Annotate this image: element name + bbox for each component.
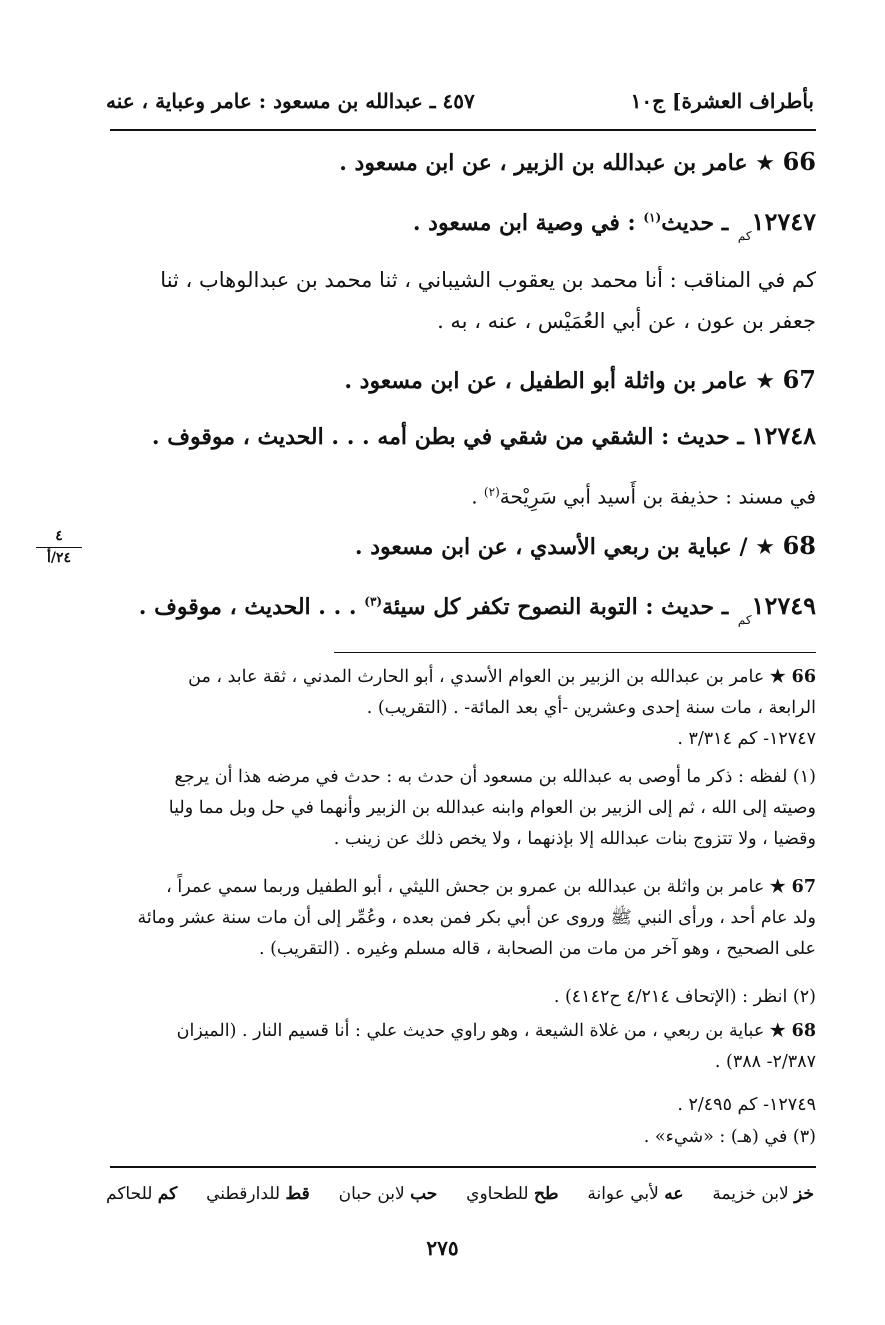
abbr-item: قط للدارقطني — [206, 1184, 310, 1204]
entry-68 — [108, 530, 816, 563]
hadith-label: ـ حديث — [661, 210, 729, 236]
footnote-12749 — [108, 1090, 816, 1121]
entry-text: عامر بن عبدالله بن الزبير ، عن ابن مسعود . — [339, 150, 748, 176]
hadith-text: ـ حديث : الشقي من شقي في بطن أمه . . . الحديث ، موقوف . — [151, 424, 744, 450]
hadith-number: ١٢٧٤٩ — [751, 591, 816, 620]
source-text: في مسند : حذيفة بن أَسيد أبي سَرِيْحة — [499, 484, 816, 509]
hadith-12748-heading — [108, 420, 816, 453]
hadith-text: . . . الحديث ، موقوف . — [138, 594, 357, 620]
source-code: كم — [737, 229, 752, 243]
entry-67 — [108, 364, 816, 397]
footnote-2 — [108, 982, 816, 1013]
abbr-item: عه لأبي عوانة — [587, 1184, 684, 1204]
footnote-line: ١٢٧٤٧- كم ٣/٣١٤ . — [677, 729, 816, 749]
header-section-title: ٤٥٧ ـ عبدالله بن مسعود : عامر وعباية ، عنه — [106, 89, 475, 113]
hadith-text: : في وصية ابن مسعود . — [412, 210, 636, 236]
footnote-ref: (١) — [643, 210, 662, 225]
footnote-line: عامر بن واثلة بن عبدالله بن عمرو بن جحش الليثي ، أبو الطفيل وربما سمي عمراً ، — [166, 877, 765, 897]
footnote-line: (١) لفظه : ذكر ما أوصى به عبدالله بن مسعود أن حدث به : حدث في مرضه هذا أن يرجع — [174, 767, 816, 787]
footnote-line: (٢) انظر : (الإتحاف ٤/٢١٤ ح٤١٤٢) . — [553, 987, 816, 1007]
footnote-line: الرابعة ، مات سنة إحدى وعشرين -أي بعد المائة- . (التقريب) . — [366, 698, 816, 718]
entry-text: عامر بن واثلة أبو الطفيل ، عن ابن مسعود . — [344, 368, 748, 394]
source-end: . — [471, 484, 478, 509]
footnote-12747 — [108, 724, 816, 755]
footnote-ref: (٣) — [364, 594, 383, 609]
chain-12747 — [108, 260, 816, 342]
footnote-67 — [108, 872, 816, 965]
footnote-line: عامر بن عبدالله بن الزبير بن العوام الأسدي ، أبو الحارث المدني ، ثقة عابد ، من — [188, 667, 765, 687]
footnote-66 — [108, 662, 816, 724]
footnote-line: ولد عام أحد ، ورأى النبي ﷺ وروى عن أبي بكر فمن بعده ، وعُمِّر إلى أن مات سنة عشر ومائة — [137, 908, 816, 928]
abbreviations-rule — [110, 1166, 816, 1168]
star-icon: ★ — [755, 369, 775, 394]
entry-text: عباية بن ربعي الأسدي ، عن ابن مسعود . — [354, 534, 732, 560]
entry-66 — [108, 146, 816, 179]
footnote-line: وقضيا ، ولا تتزوج بنات عبدالله إلا بإذنهما ، ولا يخص ذلك عن زينب . — [333, 829, 816, 849]
running-header — [106, 84, 814, 118]
footnote-3 — [108, 1122, 816, 1153]
entry-number: 66 — [782, 147, 816, 176]
header-rule — [110, 129, 816, 131]
source-12748 — [108, 472, 816, 518]
entry-number: 68 — [782, 531, 816, 560]
folio-slash: / — [739, 534, 748, 560]
star-icon: ★ — [755, 151, 775, 176]
footnote-separator — [334, 652, 816, 653]
margin-folio-note — [36, 528, 82, 567]
entry-number: 67 — [782, 365, 816, 394]
chain-line: جعفر بن عون ، عن أبي العُمَيْس ، عنه ، به . — [437, 309, 816, 333]
hadith-12749-heading — [108, 590, 816, 628]
abbr-item: كم للحاكم — [106, 1184, 178, 1204]
star-icon: ★ — [755, 535, 775, 560]
abbreviations-legend — [106, 1184, 814, 1214]
abbr-item: طح للطحاوي — [466, 1184, 559, 1204]
footnote-line: (٣) في (هـ) : «شيء» . — [643, 1127, 816, 1147]
hadith-label: ـ حديث : التوبة النصوح تكفر كل سيئة — [382, 594, 729, 620]
footnote-line: ١٢٧٤٩- كم ٢/٤٩٥ . — [677, 1095, 816, 1115]
header-book-title: بأطراف العشرة] ج١٠ — [630, 89, 814, 113]
footnote-lead: 68 ★ — [769, 1021, 816, 1041]
footnote-line: على الصحيح ، وهو آخر من مات من الصحابة ، قاله مسلم وغيره . (التقريب) . — [258, 939, 816, 959]
footnote-68 — [108, 1016, 816, 1078]
footnote-lead: 67 ★ — [769, 877, 816, 897]
hadith-number: ١٢٧٤٨ — [751, 421, 816, 450]
footnote-1 — [108, 762, 816, 855]
footnote-line: وصيته إلى الله ، ثم إلى الزبير بن العوام وابنه عبدالله بن الزبير وأنهما في حل وبل مما وليا — [168, 798, 816, 818]
chain-line: كم في المناقب : أنا محمد بن يعقوب الشيباني ، ثنا محمد بن عبدالوهاب ، ثنا — [160, 268, 816, 292]
margin-note-bottom: ٢٤/أ — [36, 547, 82, 567]
hadith-12747-heading — [108, 206, 816, 244]
margin-note-top: ٤ — [55, 528, 63, 544]
page-number: ٢٧٥ — [426, 1236, 459, 1260]
hadith-number: ١٢٧٤٧ — [751, 207, 816, 236]
footnote-lead: 66 ★ — [769, 667, 816, 687]
footnote-ref: (٢) — [483, 485, 500, 499]
source-code: كم — [737, 613, 752, 627]
abbr-item: حب لابن حبان — [338, 1184, 438, 1204]
footnote-line: ٢/٣٨٧- ٣٨٨) . — [714, 1052, 816, 1072]
abbr-item: خز لابن خزيمة — [712, 1184, 814, 1204]
footnote-line: عباية بن ربعي ، من غلاة الشيعة ، وهو راوي حديث علي : أنا قسيم النار . (الميزان — [176, 1021, 765, 1041]
